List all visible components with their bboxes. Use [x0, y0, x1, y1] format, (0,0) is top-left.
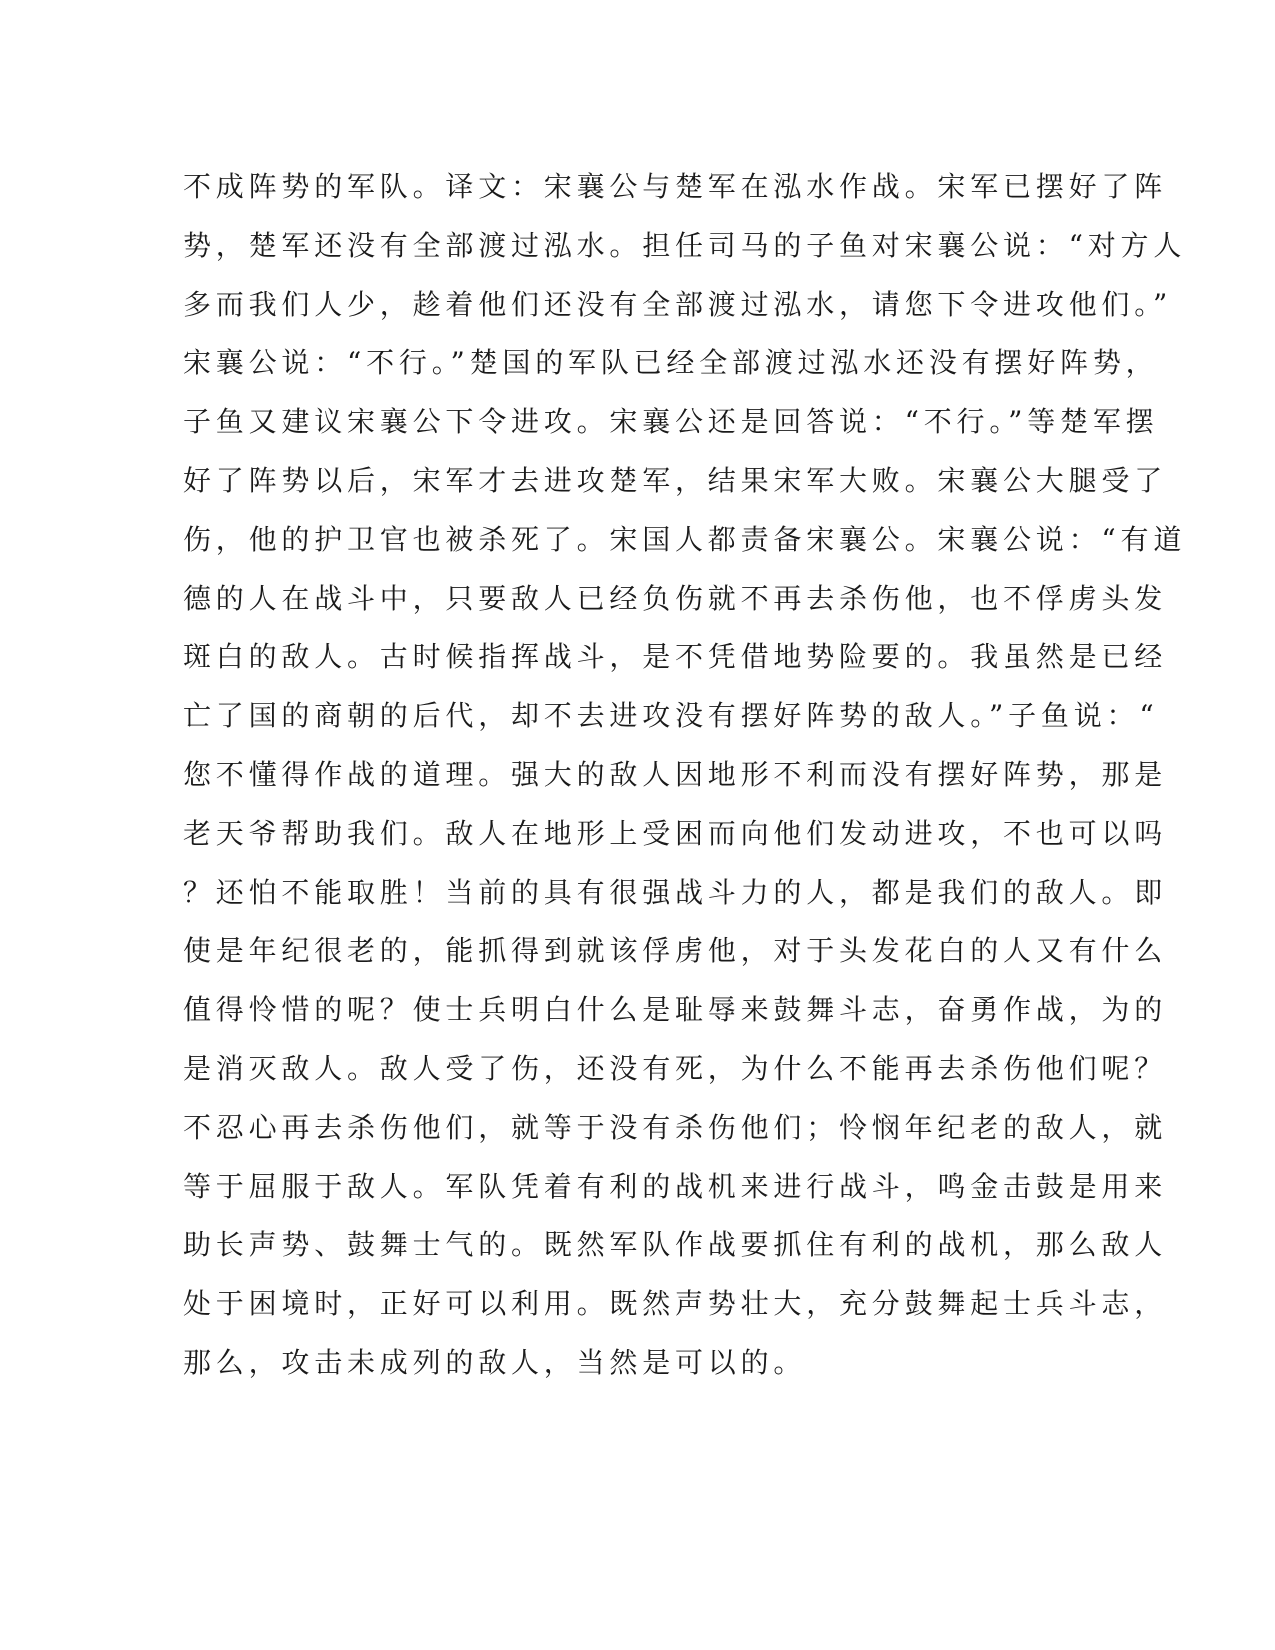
text-line: 助长声势、鼓舞士气的。既然军队作战要抓住有利的战机，那么敌人	[183, 1228, 1168, 1262]
text-line: 那么，攻击未成列的敌人，当然是可以的。	[183, 1345, 807, 1379]
text-line: 势，楚军还没有全部渡过泓水。担任司马的子鱼对宋襄公说：“对方人	[183, 228, 1187, 262]
text-line: 不忍心再去杀伤他们，就等于没有杀伤他们；怜悯年纪老的敌人，就	[183, 1110, 1168, 1144]
text-line: 斑白的敌人。古时候指挥战斗，是不凭借地势险要的。我虽然是已经	[183, 640, 1168, 674]
text-line: 伤，他的护卫官也被杀死了。宋国人都责备宋襄公。宋襄公说：“有道	[183, 522, 1187, 556]
text-line: 子鱼又建议宋襄公下令进攻。宋襄公还是回答说：“不行。”等楚军摆	[183, 405, 1159, 439]
text-line: 亡了国的商朝的后代，却不去进攻没有摆好阵势的敌人。”子鱼说：“	[183, 699, 1159, 733]
text-line: 好了阵势以后，宋军才去进攻楚军，结果宋军大败。宋襄公大腿受了	[183, 463, 1168, 497]
body-text	[183, 158, 1187, 1393]
text-line: 不成阵势的军队。译文：宋襄公与楚军在泓水作战。宋军已摆好了阵	[183, 170, 1168, 203]
text-line: 您不懂得作战的道理。强大的敌人因地形不利而没有摆好阵势，那是	[183, 757, 1168, 791]
text-line: 德的人在战斗中，只要敌人已经负伤就不再去杀伤他，也不俘虏头发	[183, 581, 1168, 615]
text-line: 是消灭敌人。敌人受了伤，还没有死，为什么不能再去杀伤他们呢？	[183, 1051, 1168, 1085]
text-line: 老天爷帮助我们。敌人在地形上受困而向他们发动进攻，不也可以吗	[183, 816, 1168, 850]
text-line: 使是年纪很老的，能抓得到就该俘虏他，对于头发花白的人又有什么	[183, 934, 1168, 968]
text-line: 等于屈服于敌人。军队凭着有利的战机来进行战斗，鸣金击鼓是用来	[183, 1169, 1168, 1203]
text-line: 宋襄公说：“不行。”楚国的军队已经全部渡过泓水还没有摆好阵势，	[183, 346, 1159, 380]
text-line: 处于困境时，正好可以利用。既然声势壮大，充分鼓舞起士兵斗志，	[183, 1287, 1168, 1321]
text-line: 多而我们人少，趁着他们还没有全部渡过泓水，请您下令进攻他们。”	[183, 287, 1173, 321]
text-line: ？还怕不能取胜！当前的具有很强战斗力的人，都是我们的敌人。即	[183, 875, 1168, 909]
text-line: 值得怜惜的呢？使士兵明白什么是耻辱来鼓舞斗志，奋勇作战，为的	[183, 993, 1168, 1027]
